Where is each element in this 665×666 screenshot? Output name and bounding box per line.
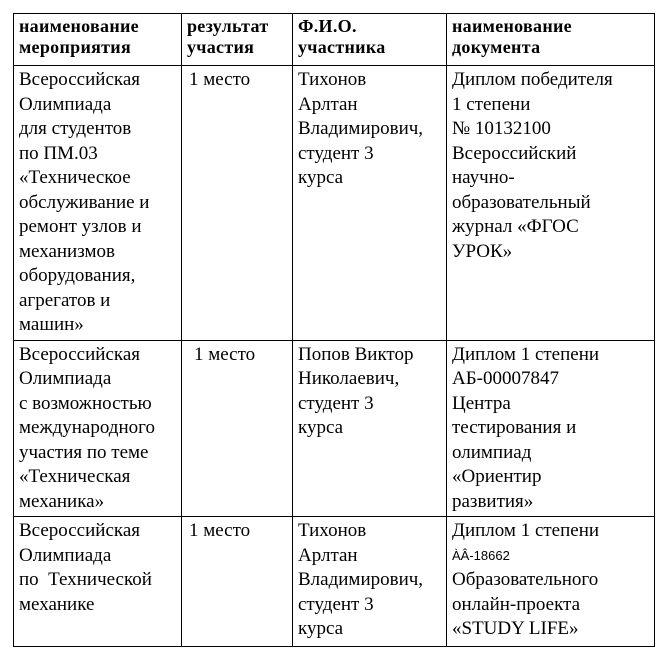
cell-line: Тихонов <box>298 520 367 541</box>
cell-line: курса <box>298 417 344 438</box>
document-cell <box>447 517 655 647</box>
cell-line: оборудования, <box>19 265 136 286</box>
cell-line: Олимпиада <box>19 368 112 389</box>
header-text: мероприятия <box>19 37 132 57</box>
cell-line: УРОК» <box>452 240 513 262</box>
cell-line: по ПМ.03 <box>19 142 98 164</box>
cell-line: студент 3 <box>298 593 374 615</box>
participant-cell <box>293 517 447 647</box>
cell-line: Всероссийская <box>19 69 140 90</box>
cell-line: «STUDY LIFE» <box>452 618 579 639</box>
cell-line: Всероссийская <box>19 520 140 541</box>
cell-line: Центра <box>452 392 511 414</box>
cell-line: «Ориентир <box>452 466 542 487</box>
result-cell <box>182 340 293 517</box>
cell-line: научно- <box>452 167 515 188</box>
header-participant <box>293 14 447 66</box>
result-cell <box>182 66 293 341</box>
cell-line: образовательный <box>452 191 591 213</box>
cell-line: тестирования и <box>452 417 577 438</box>
cell-line: машин» <box>19 314 84 335</box>
table-row <box>14 517 655 647</box>
cell-line: студент 3 <box>298 142 374 164</box>
cell-line: курса <box>298 618 344 639</box>
cell-line: 1 место <box>194 343 256 365</box>
cell-line: студент 3 <box>298 392 374 414</box>
participant-cell <box>293 340 447 517</box>
cell-line: АБ-00007847 <box>452 368 559 389</box>
header-text: участника <box>298 37 386 57</box>
cell-line: по Технической <box>19 569 152 590</box>
cell-line: Образовательного <box>452 569 599 590</box>
cell-line: развития» <box>452 490 534 512</box>
event-cell <box>14 340 182 517</box>
header-document <box>447 14 655 66</box>
cell-line: Всероссийская <box>19 343 140 365</box>
cell-line: агрегатов и <box>19 289 111 311</box>
cell-line: Владимирович, <box>298 118 424 139</box>
cell-line: международного <box>19 417 155 438</box>
cell-line: № 10132100 <box>452 118 551 139</box>
document-cell <box>447 66 655 341</box>
cell-line: 1 степени <box>452 93 531 115</box>
table-row <box>14 340 655 517</box>
cell-line: Владимирович, <box>298 569 424 590</box>
cell-line: 1 место <box>189 520 251 541</box>
header-text: наименование <box>19 16 139 36</box>
header-text: участия <box>187 37 255 57</box>
cell-line: механизмов <box>19 240 115 262</box>
cell-line: ÀÂ-18662 <box>452 547 510 563</box>
cell-line: участия по теме <box>19 441 149 463</box>
cell-line: журнал «ФГОС <box>452 216 579 237</box>
cell-line: с возможностью <box>19 392 152 414</box>
document-cell <box>447 340 655 517</box>
cell-line: механике <box>19 593 95 615</box>
header-row <box>14 14 655 66</box>
event-cell <box>14 517 182 647</box>
cell-line: Диплом 1 степени <box>452 520 600 541</box>
cell-line: курса <box>298 167 344 188</box>
cell-line: для студентов <box>19 118 132 139</box>
cell-line: Диплом победителя <box>452 69 613 90</box>
cell-line: Диплом 1 степени <box>452 343 600 365</box>
cell-line: «Техническая <box>19 466 131 487</box>
cell-line: Николаевич, <box>298 368 400 389</box>
cell-line: Арлтан <box>298 544 358 566</box>
cell-line: Олимпиада <box>19 93 112 115</box>
table-row <box>14 66 655 341</box>
cell-line: механика» <box>19 490 105 512</box>
cell-line: Тихонов <box>298 69 367 90</box>
header-result <box>182 14 293 66</box>
cell-line: Попов Виктор <box>298 343 414 365</box>
result-cell <box>182 517 293 647</box>
event-cell <box>14 66 182 341</box>
cell-line: 1 место <box>189 69 251 90</box>
header-event <box>14 14 182 66</box>
cell-line: Олимпиада <box>19 544 112 566</box>
cell-line: «Техническое <box>19 167 131 188</box>
cell-line: онлайн-проекта <box>452 593 581 615</box>
cell-line: обслуживание и <box>19 191 150 213</box>
cell-line: Арлтан <box>298 93 358 115</box>
header-text: документа <box>452 37 541 57</box>
header-text: наименование <box>452 16 572 36</box>
header-text: результат <box>187 16 269 36</box>
cell-line: олимпиад <box>452 441 532 463</box>
cell-line: ремонт узлов и <box>19 216 142 237</box>
participant-cell <box>293 66 447 341</box>
cell-line: Всероссийский <box>452 142 577 164</box>
awards-table <box>13 13 655 647</box>
header-text: Ф.И.О. <box>298 16 357 36</box>
